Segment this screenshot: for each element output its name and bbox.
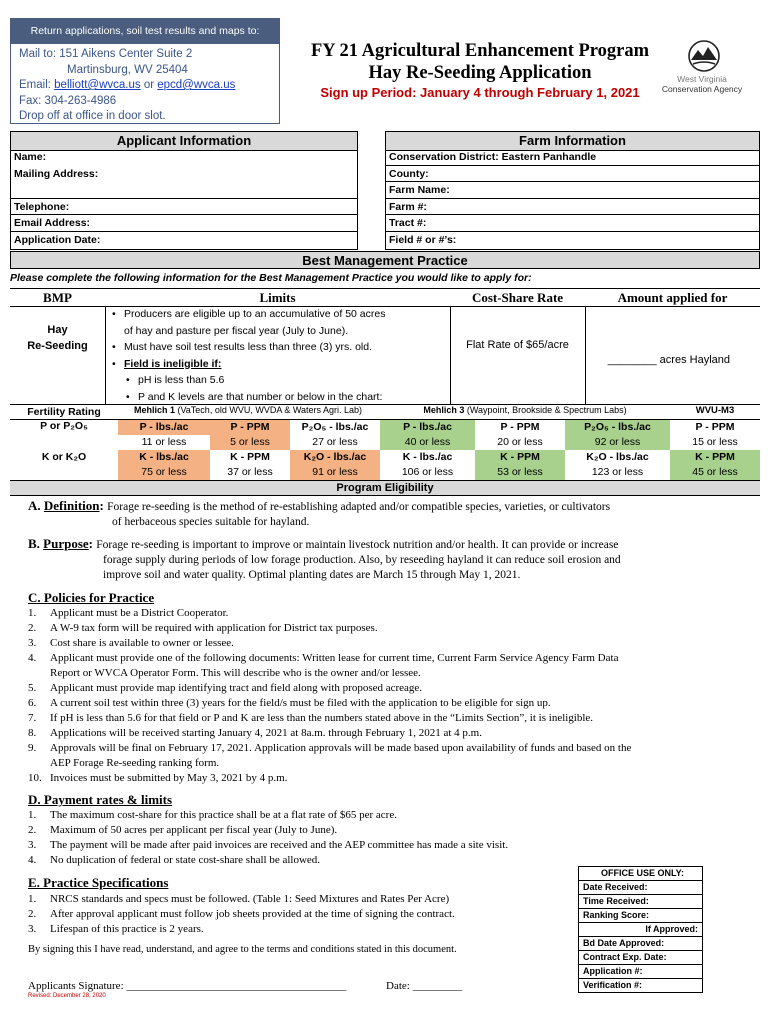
email-line bbox=[19, 78, 271, 94]
list-item: 8. Applications will be received starting January 4, 2021 at 8a.m. through February 1, 2021 at 4 p.m. bbox=[28, 727, 482, 739]
row-k-label: K or K₂O bbox=[41, 451, 87, 463]
list-item-text: Applicant must provide map identifying tract and field along with proposed acreage. bbox=[50, 682, 423, 694]
definition-title: Definition bbox=[43, 498, 100, 513]
email-prefix: Email: bbox=[19, 79, 55, 91]
office-use-box bbox=[578, 866, 703, 993]
applicant-date-field[interactable]: Application Date: bbox=[14, 233, 101, 246]
email-link-epcd[interactable]: epcd@wvca.us bbox=[157, 79, 236, 91]
page-title bbox=[290, 40, 670, 84]
list-item-text: Applicant must be a District Cooperator. bbox=[50, 607, 229, 619]
list-item: 1. The maximum cost-share for this practice shall be at a flat rate of $65 per acre. bbox=[28, 809, 397, 821]
soil-cell-p-head: P - lbs./ac bbox=[118, 420, 210, 435]
list-item-text: A W-9 tax form will be required with application for District tax purposes. bbox=[50, 622, 378, 634]
bmp-name-line2: Re-Seeding bbox=[27, 340, 88, 352]
signature-field[interactable]: Applicants Signature: ________________________________________ bbox=[28, 980, 347, 992]
soil-cell-p-vals: 11 or less bbox=[141, 436, 187, 448]
program-eligibility-header: Program Eligibility bbox=[10, 481, 760, 496]
farm-district-field: Conservation District: Eastern Panhandle bbox=[386, 149, 759, 166]
list-item-text: Maximum of 50 acres per applicant per fiscal year (July to June). bbox=[50, 824, 338, 836]
mehlich1-header bbox=[118, 405, 378, 415]
payment-list bbox=[28, 808, 748, 868]
definition-line2: of herbaceous species suitable for hayland. bbox=[112, 516, 310, 528]
specs-list bbox=[28, 892, 568, 937]
office-bd-date[interactable]: Bd Date Approved: bbox=[579, 937, 702, 951]
specs-title: E. Practice Specifications bbox=[28, 875, 169, 890]
purpose-title: Purpose bbox=[43, 536, 89, 551]
definition-line1: A. Definition: Forage re-seeding is the method of re-establishing adapted and/or compatible species, varieties, or cultivators bbox=[28, 498, 611, 513]
soil-cell-p-vals: 15 or less bbox=[692, 436, 738, 448]
office-use-title: OFFICE USE ONLY: bbox=[579, 867, 702, 881]
list-item: 4. No duplication of federal or state cost-share shall be allowed. bbox=[28, 854, 321, 866]
title-line1: FY 21 Agricultural Enhancement Program bbox=[310, 41, 650, 61]
limit-text: pH is less than 5.6 bbox=[138, 374, 225, 386]
date-field[interactable]: Date: _________ bbox=[386, 980, 463, 992]
list-item-text: NRCS standards and specs must be followed. (Table 1: Seed Mixtures and Rates Per Acre) bbox=[50, 893, 450, 905]
soil-cell-k-head: K - lbs./ac bbox=[402, 451, 453, 463]
bmp-instructions: Please complete the following information for the Best Management Practice you would like to apply for: bbox=[10, 272, 532, 284]
applicant-mailing-field-cont[interactable] bbox=[11, 182, 357, 199]
list-item: 1. NRCS standards and specs must be followed. (Table 1: Seed Mixtures and Rates Per Acre) bbox=[28, 893, 450, 905]
soil-cell-k-vals: 53 or less bbox=[475, 465, 565, 480]
limit-text-ineligible: Field is ineligible if: bbox=[124, 357, 222, 370]
signing-statement: By signing this I have read, understand, and agree to the terms and conditions stated in this document. bbox=[28, 944, 457, 955]
city-line: Martinsburg, WV 25404 bbox=[67, 63, 188, 76]
wvu-m3-header: WVU-M3 bbox=[695, 405, 735, 416]
limit-subitem bbox=[112, 389, 448, 406]
soil-cell-p-vals: 92 or less bbox=[565, 435, 670, 450]
row-p-label: P or P₂O₅ bbox=[40, 420, 88, 432]
field-number-field[interactable]: Field # or #’s: bbox=[389, 233, 457, 246]
mehlich1-title: Mehlich 1 bbox=[133, 405, 175, 415]
list-item: 9. Approvals will be final on February 17, 2021. Application approvals will be made based upon availability of funds and based on the bbox=[28, 742, 632, 754]
office-ranking-score[interactable]: Ranking Score: bbox=[579, 909, 702, 923]
list-item-text: Applicant must provide one of the following documents: Written lease for current time, Current Farm Service Agency Farm Data bbox=[50, 652, 619, 664]
applicant-name-field[interactable]: Name: bbox=[14, 151, 47, 163]
limit-item bbox=[112, 356, 448, 373]
limit-text: of hay and pasture per fiscal year (July to June). bbox=[124, 324, 349, 337]
office-verification-no[interactable]: Verification #: bbox=[583, 980, 643, 990]
list-item-text: Cost share is available to owner or lessee. bbox=[50, 637, 234, 649]
purpose-line2: forage supply during periods of low forage production. Also, by reseeding hayland it can reduce soil erosion and bbox=[103, 554, 621, 566]
soil-cell-p-vals: 20 or less bbox=[497, 436, 543, 448]
list-item: 5. Applicant must provide map identifying tract and field along with proposed acreage. bbox=[28, 682, 423, 694]
soil-cell-k-vals: 106 or less bbox=[401, 466, 454, 478]
purpose-label: B. bbox=[28, 536, 44, 551]
limit-text: Producers are eligible up to an accumulative of 50 acres bbox=[124, 308, 386, 320]
list-item-text: The maximum cost-share for this practice shall be at a flat rate of $65 per acre. bbox=[50, 809, 397, 821]
list-item: 2. A W-9 tax form will be required with application for District tax purposes. bbox=[28, 622, 378, 634]
office-if-approved: If Approved: bbox=[579, 923, 702, 937]
mehlich3-title: Mehlich 3 bbox=[423, 405, 465, 415]
soil-cell-k-vals: 37 or less bbox=[227, 466, 273, 478]
list-item-text: If pH is less than 5.6 for that field or P and K are less than the numbers stated above in the “Limits Section”, it is ineligible. bbox=[50, 712, 594, 724]
office-time-received[interactable]: Time Received: bbox=[579, 895, 702, 909]
limit-text: P and K levels are that number or below in the chart: bbox=[138, 390, 383, 403]
limits-list bbox=[112, 306, 448, 405]
logo-text-line2: Conservation Agency bbox=[661, 84, 743, 94]
dropoff-line: Drop off at office in door slot. bbox=[19, 110, 166, 122]
list-item: 3. Cost share is available to owner or lessee. bbox=[28, 637, 234, 649]
applicant-info-header: Applicant Information bbox=[10, 131, 358, 151]
title-line2: Hay Re-Seeding Application bbox=[368, 63, 592, 83]
soil-cell-p-head: P - lbs./ac bbox=[380, 420, 475, 435]
farm-info-form bbox=[385, 149, 760, 250]
soil-cell-k-head: K₂O - lbs./ac bbox=[586, 451, 649, 463]
list-item-text: A current soil test within three (3) years for the field/s must be filed with the application to be eligible for sign up. bbox=[50, 697, 551, 709]
applicant-email-field[interactable]: Email Address: bbox=[11, 215, 357, 232]
list-item: 1. Applicant must be a District Cooperator. bbox=[28, 607, 229, 619]
cost-share-rate: Flat Rate of $65/acre bbox=[466, 339, 569, 351]
list-item-text: Approvals will be final on February 17, 2021. Application approvals will be made based upon availability of funds and based on the bbox=[50, 742, 632, 754]
purpose-section bbox=[28, 536, 748, 583]
soil-cell-p-vals: 5 or less bbox=[210, 435, 290, 450]
farm-info-header: Farm Information bbox=[385, 131, 760, 151]
signup-period: Sign up Period: January 4 through February 1, 2021 bbox=[320, 85, 640, 100]
farm-number-field[interactable]: Farm #: bbox=[386, 199, 759, 216]
limit-item bbox=[112, 306, 448, 323]
soil-cell-p-vals: 27 or less bbox=[312, 436, 358, 448]
farm-county-field[interactable]: County: bbox=[386, 166, 759, 183]
list-item-text: No duplication of federal or state cost-share shall be allowed. bbox=[50, 854, 321, 866]
fax-line: Fax: 304-263-4986 bbox=[19, 94, 117, 107]
applicant-mailing-field[interactable]: Mailing Address: bbox=[14, 167, 99, 180]
mail-to-line: Mail to: 151 Aikens Center Suite 2 bbox=[19, 48, 193, 60]
list-item-text: Invoices must be submitted by May 3, 2021 by 4 p.m. bbox=[50, 772, 288, 784]
office-application-no[interactable]: Application #: bbox=[579, 965, 702, 979]
purpose-text: Forage re-seeding is important to improve or maintain livestock nutrition and/or health. It can provide or increase bbox=[96, 539, 619, 551]
soil-cell-k-head: K - PPM bbox=[230, 451, 270, 463]
return-address-box bbox=[10, 44, 280, 124]
soil-cell-p-head: P - PPM bbox=[500, 421, 540, 433]
list-item: 6. A current soil test within three (3) years for the field/s must be filed with the application to be eligible for sign up. bbox=[28, 697, 551, 709]
soil-cell-k-vals: 45 or less bbox=[670, 465, 760, 480]
soil-cell-k-head: K - PPM bbox=[475, 450, 565, 465]
applicant-telephone-field[interactable]: Telephone: bbox=[11, 199, 357, 216]
limit-item-cont bbox=[112, 323, 448, 340]
purpose-line1: B. Purpose: Forage re-seeding is important to improve or maintain livestock nutrition and/or health. It can provide or increase bbox=[28, 536, 619, 551]
definition-label: A. bbox=[28, 498, 44, 513]
list-item-cont: Report or WVCA Operator Form. This will describe who is the owner and/or lessee. bbox=[50, 667, 421, 679]
farm-name-field[interactable]: Farm Name: bbox=[386, 182, 759, 199]
list-item: 7. If pH is less than 5.6 for that field or P and K are less than the numbers stated above in the “Limits Section”, it is ineligible. bbox=[28, 712, 594, 724]
email-or: or bbox=[140, 79, 158, 91]
definition-section bbox=[28, 498, 748, 530]
list-item: 4. Applicant must provide one of the following documents: Written lease for current time, Current Farm Service Agency Farm Data bbox=[28, 652, 619, 664]
policies-title: C. Policies for Practice bbox=[28, 590, 155, 605]
list-item-text: The payment will be made after paid invoices are received and the AEP committee has made a site visit. bbox=[50, 839, 509, 851]
limit-subitem bbox=[112, 372, 448, 389]
limit-text: Must have soil test results less than three (3) yrs. old. bbox=[124, 341, 373, 353]
limit-item bbox=[112, 339, 448, 356]
office-contract-exp[interactable]: Contract Exp. Date: bbox=[579, 951, 702, 965]
soil-cell-k-head: K - lbs./ac bbox=[118, 450, 210, 465]
col-cost-header: Cost-Share Rate bbox=[471, 290, 564, 305]
soil-cell-p-head: P₂O₅ - lbs./ac bbox=[565, 420, 670, 435]
soil-cell-k-vals: 123 or less bbox=[591, 466, 644, 478]
mehlich3-labs: (Waypoint, Brookside & Spectrum Labs) bbox=[464, 405, 627, 415]
soil-cell-k-head: K - PPM bbox=[670, 450, 760, 465]
logo-text-line1: West Virginia bbox=[677, 74, 727, 84]
list-item: 2. After approval applicant must follow job sheets provided at the time of signing the contract. bbox=[28, 908, 455, 920]
office-date-received[interactable]: Date Received: bbox=[579, 881, 702, 895]
mehlich1-labs: (VaTech, old WVU, WVDA & Waters Agri. Lab) bbox=[174, 405, 363, 415]
bmp-header: Best Management Practice bbox=[10, 251, 760, 269]
list-item: 3. Lifespan of this practice is 2 years. bbox=[28, 923, 204, 935]
email-link-belliott[interactable]: belliott@wvca.us bbox=[54, 79, 141, 91]
soil-cell-p-head: P₂O₅ - lbs./ac bbox=[301, 421, 369, 433]
list-item-text: Applications will be received starting January 4, 2021 at 8a.m. through February 1, 2021 at 4 p.m. bbox=[50, 727, 482, 739]
list-item: 2. Maximum of 50 acres per applicant per fiscal year (July to June). bbox=[28, 824, 338, 836]
col-amount-header: Amount applied for bbox=[617, 290, 728, 305]
soil-cell-k-vals: 91 or less bbox=[290, 465, 380, 480]
list-item-text: Lifespan of this practice is 2 years. bbox=[50, 923, 204, 935]
applicant-info-form bbox=[10, 149, 358, 250]
mehlich3-header bbox=[380, 405, 670, 415]
bmp-name-line1: Hay bbox=[47, 324, 68, 336]
purpose-line3: improve soil and water quality. Optimal planting dates are March 15 through May 1, 2021. bbox=[103, 569, 521, 581]
soil-cell-p-vals: 40 or less bbox=[380, 435, 475, 450]
logo-text bbox=[640, 74, 764, 94]
soil-cell-p-head: P - PPM bbox=[210, 420, 290, 435]
return-box-header: Return applications, soil test results and maps to: bbox=[10, 18, 280, 44]
col-bmp-header: BMP bbox=[43, 290, 72, 305]
soil-cell-p-head: P - PPM bbox=[695, 421, 735, 433]
soil-cell-k-vals: 75 or less bbox=[118, 465, 210, 480]
tract-number-field[interactable]: Tract #: bbox=[386, 215, 759, 232]
list-item: 3. The payment will be made after paid invoices are received and the AEP committee has made a site visit. bbox=[28, 839, 509, 851]
policies-list bbox=[28, 606, 748, 786]
fertility-rating-label: Fertility Rating bbox=[27, 406, 101, 418]
soil-cell-k-head: K₂O - lbs./ac bbox=[290, 450, 380, 465]
list-item: 10. Invoices must be submitted by May 3, 2021 by 4 p.m. bbox=[28, 772, 288, 784]
list-item-cont: AEP Forage Re-seeding ranking form. bbox=[50, 757, 220, 769]
col-limits-header: Limits bbox=[259, 290, 296, 305]
list-item-text: After approval applicant must follow job sheets provided at the time of signing the contract. bbox=[50, 908, 455, 920]
definition-text: Forage re-seeding is the method of re-establishing adapted and/or compatible species, varieties, or cultivators bbox=[107, 501, 611, 513]
revised-note: Revised: December 28, 2020 bbox=[28, 993, 106, 999]
bmp-name bbox=[10, 322, 105, 354]
payment-title: D. Payment rates & limits bbox=[28, 792, 173, 807]
amount-applied-field[interactable]: ________ acres Hayland bbox=[607, 354, 730, 366]
